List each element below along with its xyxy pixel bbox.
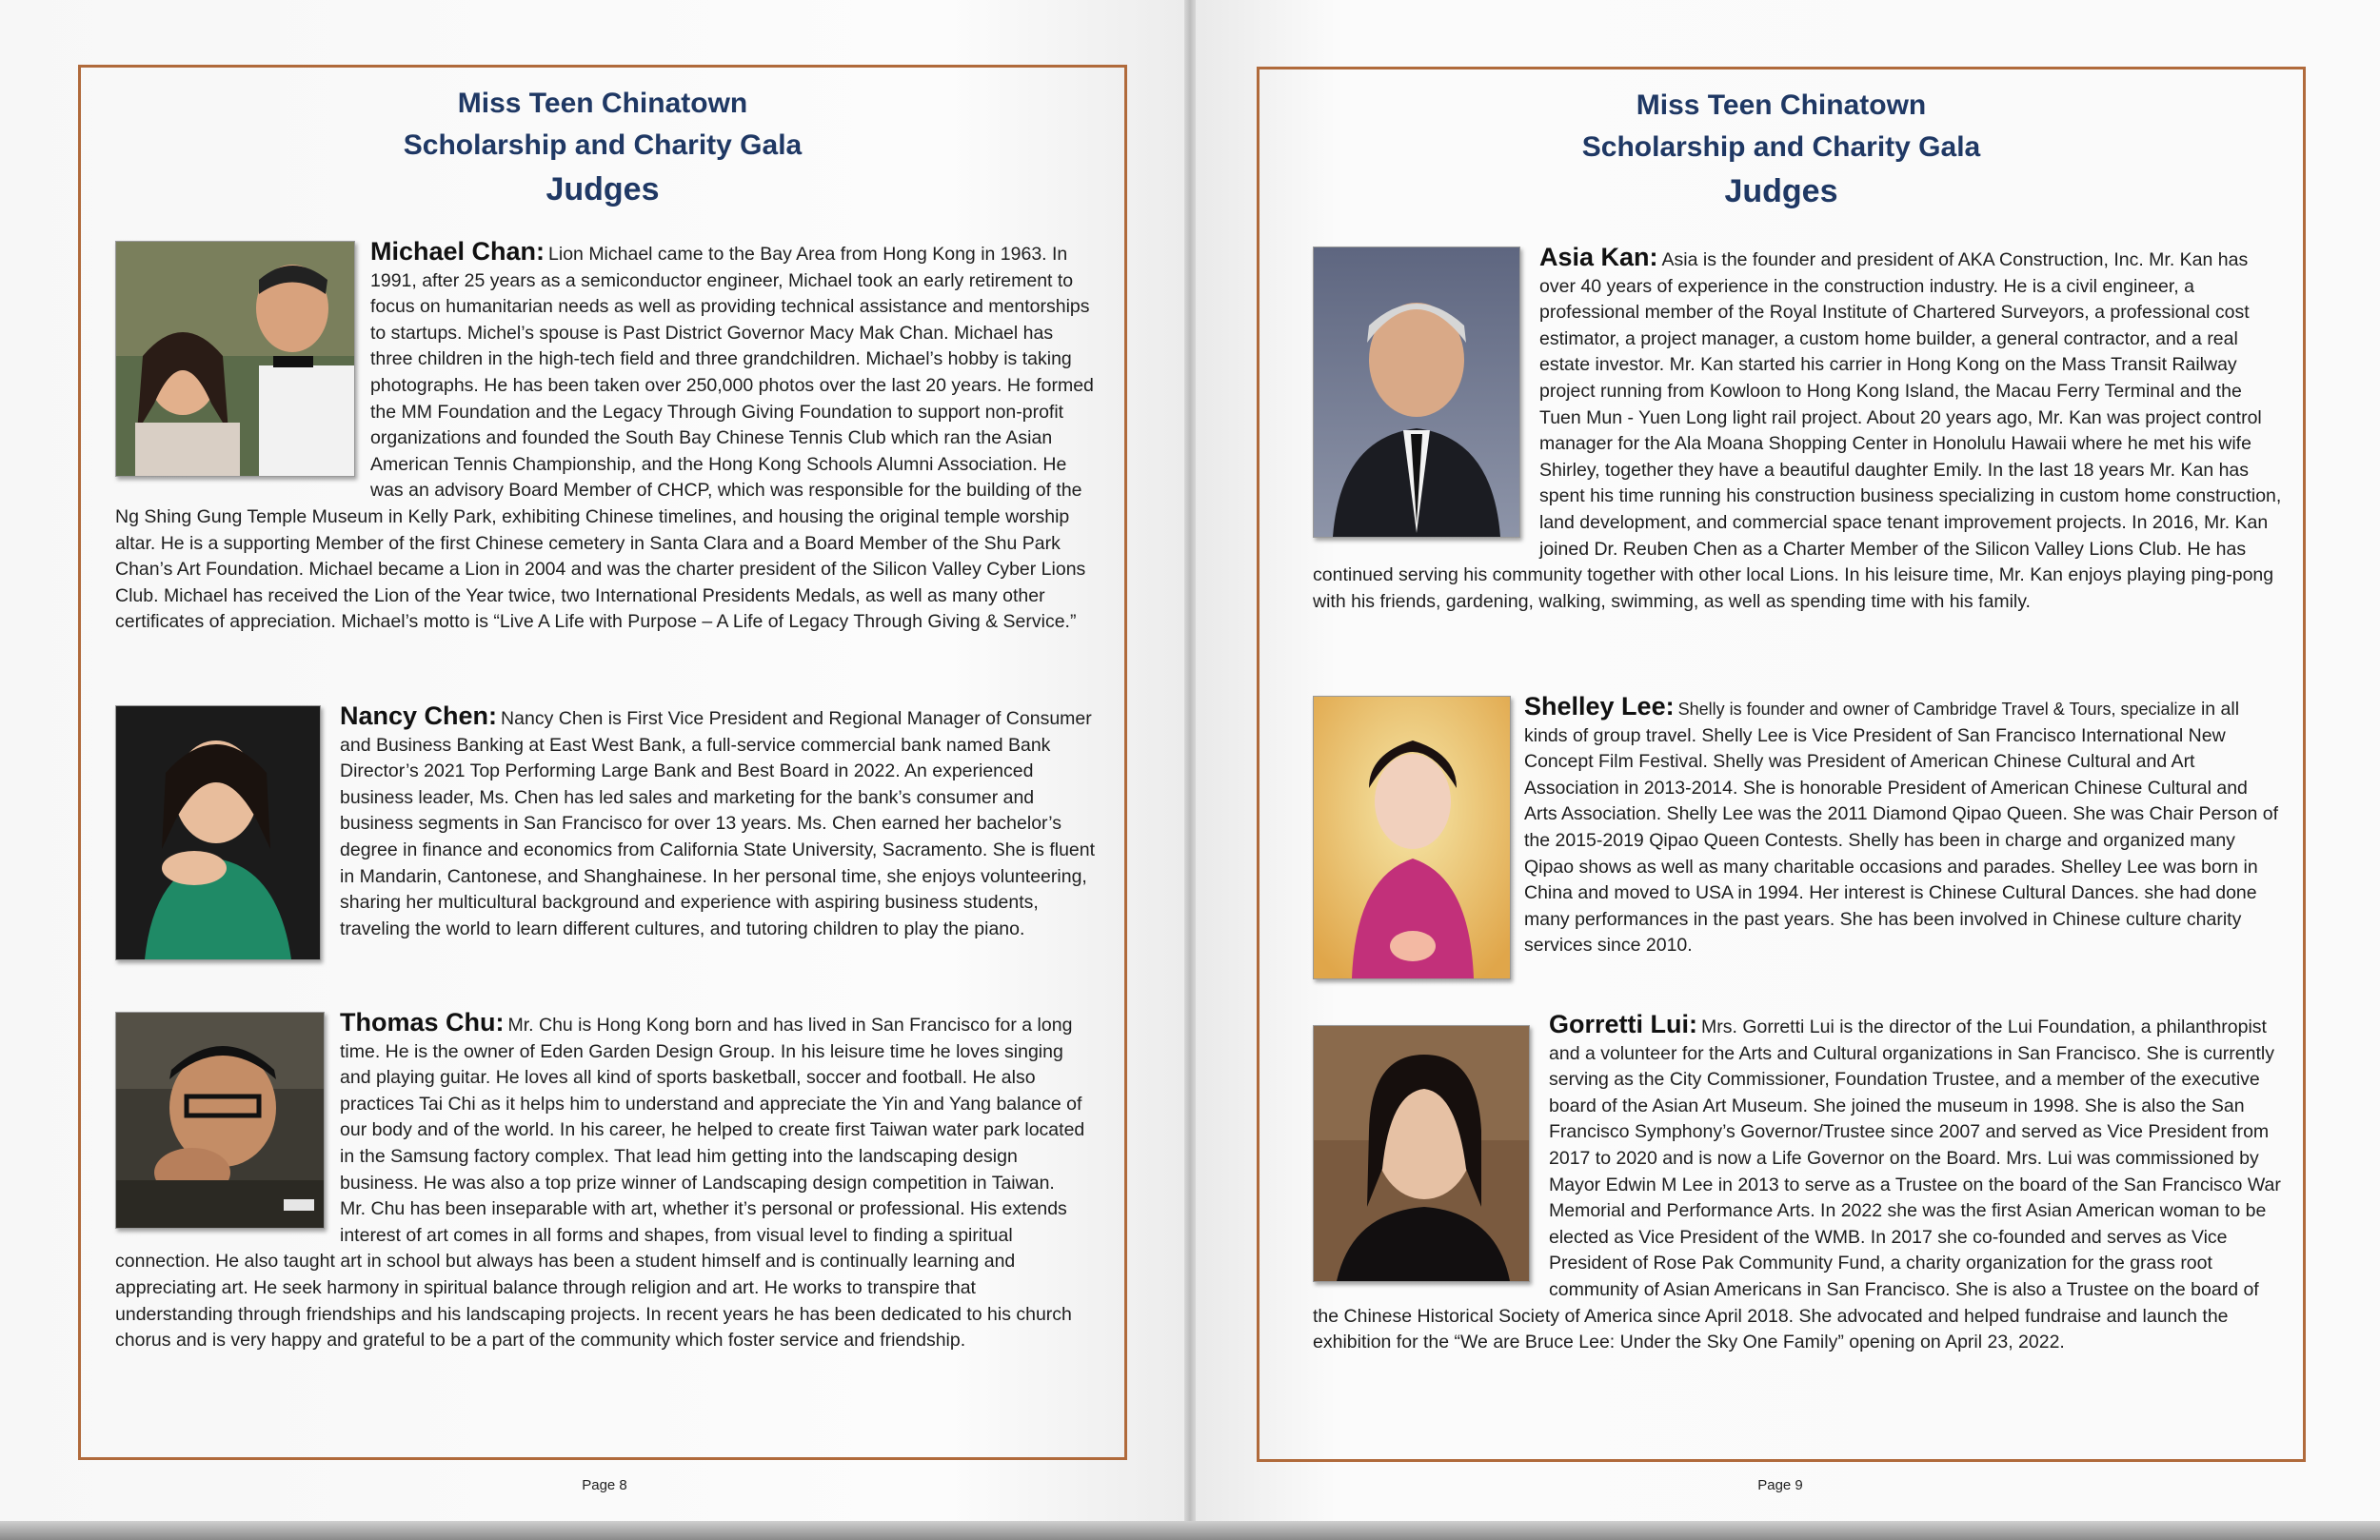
judge-bio-continued: Mr. Chu has been inseparable with art, whether it’s personal or professional. His extends interest of art comes in all forms and shapes, from visual level to finding a spiritual connection. He also taught art in school but always has been a student himself and is continually learning and appreciating art. He seek harmony in spiritual balance through religion and art. He works to transpire that understanding through friendships and his landscaping projects. In recent years he has been dedicated to his church chorus and is very happy and grateful to be a part of the community which foster service and friendship. (115, 1198, 1072, 1352)
photo-shelley-lee (1313, 696, 1511, 979)
header-subtitle: Scholarship and Charity Gala (1581, 131, 1981, 163)
bottom-edge (0, 1521, 2380, 1540)
header-title: Miss Teen Chinatown (457, 88, 748, 119)
right-page-frame (1257, 67, 2306, 1462)
page-number-right: Page 9 (1757, 1477, 1803, 1493)
judge-name: Gorretti Lui: (1549, 1010, 1697, 1038)
judge-nancy-chen (115, 703, 1096, 966)
judge-bio: Mrs. Gorretti Lui is the director of the Lui Foundation, a philanthropist and a volunteer for the Arts and Cultural organizations in San Francisco. She is currently serving as the City Commissioner, Foundation Trustee, and a member of the executive board of the Asian Art Museum. She joined the museum in 1998. She is also the San Francisco Symphony’s Governor/Trustee since 2007 and served as Vice President from 2017 to 2020 and is now a Life Governor on the Board. Mrs. Lui was commissioned by Mayor Edwin M Lee in 2013 to serve as a Trustee on the board of the San Francisco War Memorial and Performance Arts. In 2022 she was the first Asian American woman to be elected as Vice President of the WMB. In 2017 she co-founded and serves as Vice President of Rose Pak Community Fund, a charity organization for the grass root community of Asian Americans in San Francisco. She is also a Trustee on the board of the Chinese Historical Society of America since April 2018. She advocated and helped fundraise and launch the exhibition for the “We are Bruce Lee: Under the Sky One Family” opening on April 23, 2022. (1313, 1017, 2281, 1353)
left-page-frame (78, 65, 1127, 1460)
judge-bio-lead: Shelly is founder and owner of Cambridge Travel & Tours, specialize (1677, 700, 2196, 719)
judge-asia-kan (1313, 245, 2284, 615)
judge-bio: Mr. Chu is Hong Kong born and has lived in San Francisco for a long time. He is the owner of Eden Garden Design Group. In his leisure time he loves singing and playing guitar. He loves all kind of sports basketball, soccer and football. He also practices Tai Chi as it helps him to understand and appreciate the Yin and Yang balance of our body and of the world. In his career, he helped to create first Taiwan water park located in the Samsung factory complex. That lead him getting into the landscaping design business. He was also a top prize winner of Landscaping design competition in Taiwan. (340, 1015, 1085, 1194)
book-gutter (1184, 0, 1196, 1530)
judge-shelley-lee (1313, 694, 2284, 985)
header-judges: Judges (545, 171, 660, 207)
judge-name: Asia Kan: (1539, 243, 1658, 271)
judge-thomas-chu (115, 1010, 1096, 1354)
photo-thomas-chu (115, 1012, 325, 1229)
right-page-header (1259, 85, 2303, 214)
judge-bio: Asia is the founder and president of AKA Construction, Inc. Mr. Kan has over 40 years of experience in the construction industry. He is a civil engineer, a professional member of the Royal Institute of Chartered Surveyors, a professional cost estimator, a project manager, a custom home builder, a general contractor, and a real estate investor. Mr. Kan started his carrier in Hong Kong on the Mass Transit Railway project running from Kowloon to Hong Kong Island, the Macau Ferry Terminal and the Tuen Mun - Yuen Long light rail project. About 20 years ago, Mr. Kan was project control manager for the Ala Moana Shopping Center in Honolulu Hawaii where he met his wife Shirley, together they have a beautiful daughter Emily. In the last 18 years Mr. Kan has spent his time running his construction business specializing in custom home construction, land development, and commercial space tenant improvement projects. In 2016, Mr. Kan joined Dr. Reuben Chen as a Charter Member of the Silicon Valley Lions Club. He has continued serving his community together with other local Lions. In his leisure time, Mr. Kan enjoys playing ping-pong with his friends, gardening, walking, swimming, as well as spending time with his family. (1313, 249, 2282, 612)
photo-gorretti-lui (1313, 1025, 1530, 1282)
judge-michael-chan (115, 239, 1096, 636)
judge-bio: in all kinds of group travel. Shelly Lee is Vice President of San Francisco International New Concept Film Festival. Shelly was President of American Chinese Cultural and Art Association in 2013-2014. She is honorable President of American Chinese Cultural and Arts Association. Shelly Lee was the 2011 Diamond Qipao Queen. She was Chair Person of the 2015-2019 Qipao Queen Contests. Shelly has been in charge and organized many Qipao shows as well as many charitable occasions and parades. Shelley Lee was born in China and moved to USA in 1994. Her interest is Chinese Cultural Dances. she had done many performances in the past years. She has been involved in Chinese culture charity services since 2010. (1524, 699, 2278, 957)
judge-name: Shelley Lee: (1524, 692, 1675, 721)
judge-name: Thomas Chu: (340, 1008, 505, 1037)
header-title: Miss Teen Chinatown (1636, 89, 1927, 121)
left-page-header (81, 83, 1124, 212)
judge-gorretti-lui (1313, 1012, 2284, 1356)
header-subtitle: Scholarship and Charity Gala (403, 129, 803, 161)
judge-bio: Lion Michael came to the Bay Area from Hong Kong in 1963. In 1991, after 25 years as a semiconductor engineer, Michael took an early retirement to focus on humanitarian needs as well as providing technical assistance and mentorships to startups. Michel’s spouse is Past District Governor Macy Mak Chan. Michael has three children in the high-tech field and three grandchildren. Michael’s hobby is taking photographs. He has been taken over 250,000 photos over the last 20 years. He formed the MM Foundation and the Legacy Through Giving Foundation to support non-profit organizations and founded the South Bay Chinese Tennis Club which ran the Asian American Tennis Championship, and the Hong Kong Schools Alumni Association. He was an advisory Board Member of CHCP, which was responsible for the building of the Ng Shing Gung Temple Museum in Kelly Park, exhibiting Chinese timelines, and housing the original temple worship altar. He is a supporting Member of the first Chinese cemetery in Santa Clara and a Board Member of the Shu Park Chan’s Art Foundation. Michael became a Lion in 2004 and was the charter president of the Silicon Valley Cyber Lions Club. Michael has received the Lion of the Year twice, two International Presidents Medals, as well as many other certificates of appreciation. Michael’s motto is “Live A Life with Purpose – A Life of Legacy Through Giving & Service.” (115, 244, 1094, 633)
judge-bio: Nancy Chen is First Vice President and Regional Manager of Consumer and Business Banking at East West Bank, a full-service commercial bank named Bank Director’s 2021 Top Performing Large Bank and Best Board in 2022. An experienced business leader, Ms. Chen has led sales and marketing for the bank’s consumer and business segments in San Francisco for over 13 years. Ms. Chen earned her bachelor’s degree in finance and economics from California State University, Sacramento. She is fluent in Mandarin, Cantonese, and Shanghainese. In her personal time, she enjoys volunteering, sharing her multicultural background and experience with aspiring business students, traveling the world to learn different cultures, and tutoring children to play the piano. (340, 708, 1096, 939)
header-judges: Judges (1724, 173, 1838, 209)
photo-nancy-chen (115, 705, 321, 960)
judge-name: Michael Chan: (370, 237, 545, 266)
photo-michael-chan (115, 241, 355, 477)
judge-name: Nancy Chen: (340, 701, 498, 730)
page-number-left: Page 8 (582, 1477, 627, 1493)
photo-asia-kan (1313, 247, 1520, 538)
